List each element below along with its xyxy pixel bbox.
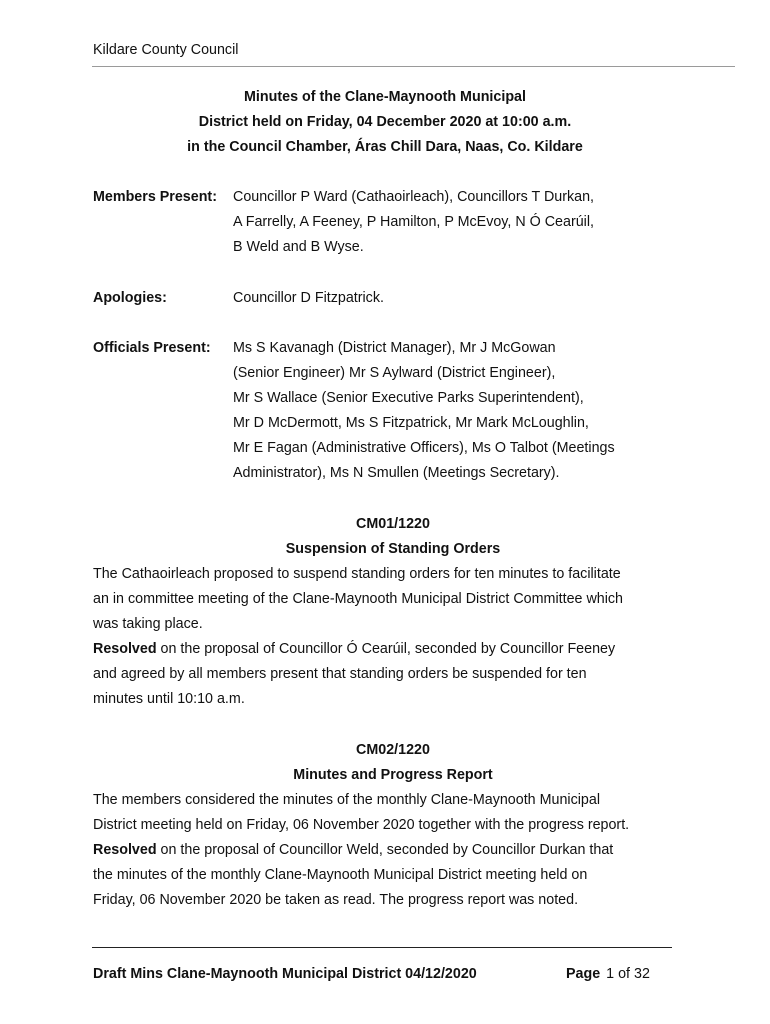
body-line: was taking place. <box>93 616 203 632</box>
resolution-text: on the proposal of Councillor Ó Cearúil, seconded by Councillor Feeney <box>156 641 616 657</box>
title-line: Minutes of the Clane-Maynooth Municipal <box>244 89 526 105</box>
page-total: of 32 <box>618 966 650 982</box>
resolution-line: the minutes of the monthly Clane-Maynooth Municipal District meeting held on <box>93 867 588 883</box>
officials-line: Administrator), Ms N Smullen (Meetings Secretary). <box>233 465 560 481</box>
resolution-line: and agreed by all members present that standing orders be suspended for ten <box>93 666 587 682</box>
members-line: A Farrelly, A Feeney, P Hamilton, P McEvoy, N Ó Cearúil, <box>233 214 594 230</box>
footer-divider <box>92 947 672 948</box>
resolved-keyword: Resolved <box>93 842 157 858</box>
body-line: The Cathaoirleach proposed to suspend standing orders for ten minutes to facilitate <box>93 566 621 582</box>
officials-line: Mr S Wallace (Senior Executive Parks Superintendent), <box>233 390 584 406</box>
resolution-line <box>93 639 693 664</box>
section-cm01-1220 <box>93 514 693 714</box>
officials-line: Mr E Fagan (Administrative Officers), Ms O Talbot (Meetings <box>233 440 615 456</box>
officials-present-label: Officials Present: <box>93 340 211 356</box>
page-label: Page <box>566 966 601 982</box>
apologies-value <box>233 288 693 313</box>
members-present-label: Members Present: <box>93 189 217 205</box>
organisation-name: Kildare County Council <box>93 42 239 58</box>
members-line: B Weld and B Wyse. <box>233 239 364 255</box>
body-line: The members considered the minutes of the monthly Clane-Maynooth Municipal <box>93 792 600 808</box>
section-heading: Minutes and Progress Report <box>293 767 493 783</box>
footer-document-title: Draft Mins Clane-Maynooth Municipal District 04/12/2020 <box>93 966 477 982</box>
section-heading: Suspension of Standing Orders <box>285 541 501 557</box>
officials-line: Mr D McDermott, Ms S Fitzpatrick, Mr Mark McLoughlin, <box>233 415 589 431</box>
resolution-line <box>93 840 693 865</box>
apologies-label: Apologies: <box>93 290 167 306</box>
title-line: in the Council Chamber, Áras Chill Dara, Naas, Co. Kildare <box>187 139 583 155</box>
title-line: District held on Friday, 04 December 2020 at 10:00 a.m. <box>198 114 572 130</box>
document-title <box>0 87 770 162</box>
section-ref: CM01/1220 <box>356 516 430 532</box>
resolution-line: minutes until 10:10 a.m. <box>93 691 245 707</box>
officials-line: Ms S Kavanagh (District Manager), Mr J McGowan <box>233 340 556 356</box>
resolution-text: on the proposal of Councillor Weld, seconded by Councillor Durkan that <box>156 842 614 858</box>
body-line: District meeting held on Friday, 06 November 2020 together with the progress report. <box>93 817 630 833</box>
section-cm02-1220 <box>93 740 693 915</box>
page-indicator <box>566 966 650 982</box>
page-number: 1 <box>606 966 615 982</box>
body-line: an in committee meeting of the Clane-Maynooth Municipal District Committee which <box>93 591 623 607</box>
officials-present-value <box>233 338 693 488</box>
members-present-value <box>233 187 693 262</box>
members-line: Councillor P Ward (Cathaoirleach), Councillors T Durkan, <box>233 189 595 205</box>
apologies-line: Councillor D Fitzpatrick. <box>233 290 384 306</box>
header-divider <box>92 66 735 67</box>
resolved-keyword: Resolved <box>93 641 157 657</box>
officials-line: (Senior Engineer) Mr S Aylward (District Engineer), <box>233 365 556 381</box>
resolution-line: Friday, 06 November 2020 be taken as read. The progress report was noted. <box>93 892 579 908</box>
section-ref: CM02/1220 <box>356 742 430 758</box>
